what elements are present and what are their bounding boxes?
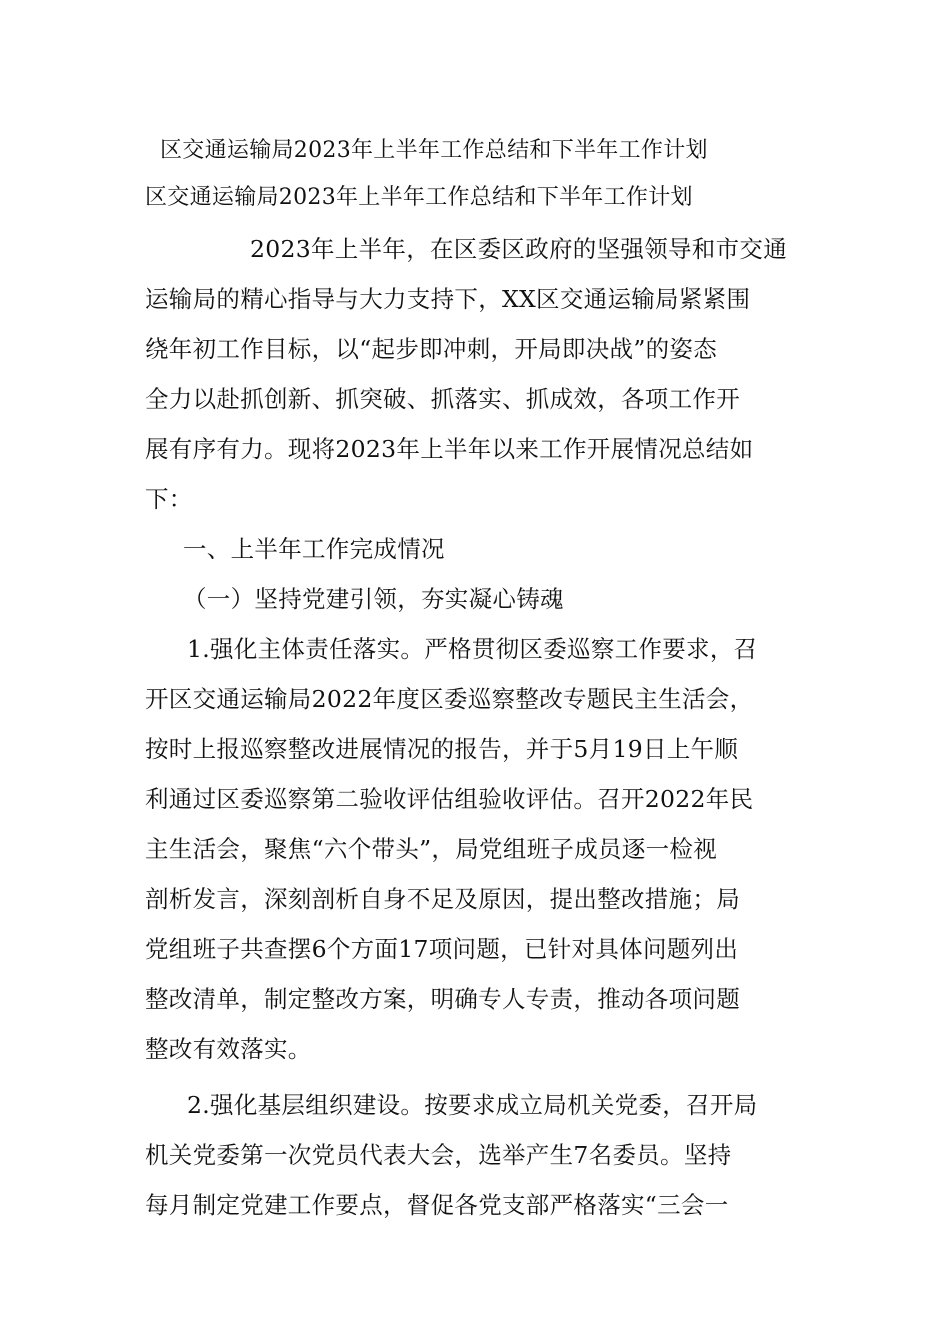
- item2-line: 每月制定党建工作要点，督促各党支部严格落实“三会一: [145, 1191, 729, 1219]
- item1-line: 整改有效落实。: [145, 1035, 312, 1063]
- intro-line: 绕年初工作目标，以“起步即冲刺，开局即决战”的姿态: [145, 335, 718, 363]
- intro-line: 运输局的精心指导与大力支持下，XX区交通运输局紧紧围: [145, 285, 751, 313]
- subsection-heading: （一）坚持党建引领，夯实凝心铸魂: [183, 585, 564, 613]
- item1-line: 利通过区委巡察第二验收评估组验收评估。召开2022年民: [145, 785, 754, 813]
- item1-line: 1.强化主体责任落实。严格贯彻区委巡察工作要求，召: [187, 635, 758, 663]
- intro-line: 下：: [145, 485, 193, 513]
- item2-line: 2.强化基层组织建设。按要求成立局机关党委，召开局: [187, 1091, 758, 1119]
- item1-line: 开区交通运输局2022年度区委巡察整改专题民主生活会，: [145, 685, 754, 713]
- document-title-line-2: 区交通运输局2023年上半年工作总结和下半年工作计划: [145, 185, 693, 210]
- intro-line: 2023年上半年，在区委区政府的坚强领导和市交通: [250, 235, 788, 263]
- item1-line: 主生活会，聚焦“六个带头”，局党组班子成员逐一检视: [145, 835, 718, 863]
- item1-line: 党组班子共查摆6个方面17项问题，已针对具体问题列出: [145, 935, 739, 963]
- intro-line: 展有序有力。现将2023年上半年以来工作开展情况总结如: [145, 435, 754, 463]
- section-heading: 一、上半年工作完成情况: [183, 535, 445, 563]
- intro-line: 全力以赴抓创新、抓突破、抓落实、抓成效，各项工作开: [145, 385, 740, 413]
- item1-line: 按时上报巡察整改进展情况的报告，并于5月19日上午顺: [145, 735, 739, 763]
- item2-line: 机关党委第一次党员代表大会，选举产生7名委员。坚持: [145, 1141, 732, 1169]
- item1-line: 整改清单，制定整改方案，明确专人专责，推动各项问题: [145, 985, 740, 1013]
- item1-line: 剖析发言，深刻剖析自身不足及原因，提出整改措施；局: [145, 885, 740, 913]
- document-title-line-1: 区交通运输局2023年上半年工作总结和下半年工作计划: [160, 138, 708, 163]
